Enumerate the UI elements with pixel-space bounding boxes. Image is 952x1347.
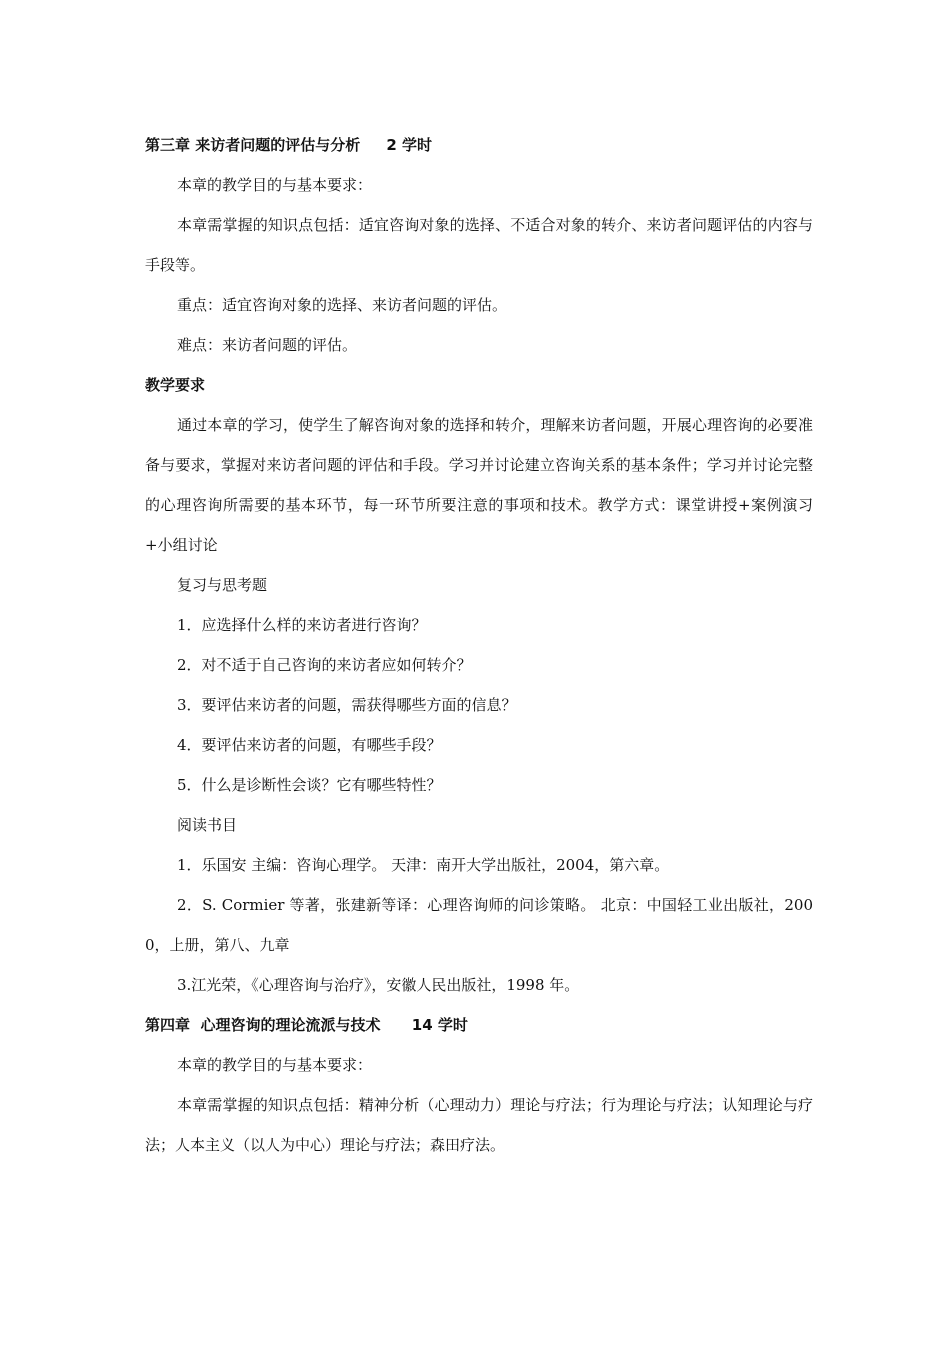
reading-item: 2．S. Cormier 等著，张建新等译：心理咨询师的问诊策略。 北京：中国轻工业出版社，2000，上册，第八、九章: [145, 896, 813, 954]
chapter4-heading: 第四章 心理咨询的理论流派与技术 14 学时: [145, 1016, 468, 1034]
chapter4-knowledge-points: 本章需掌握的知识点包括：精神分析（心理动力）理论与疗法；行为理论与疗法；认知理论与疗法；人本主义（以人为中心）理论与疗法；森田疗法。: [145, 1096, 813, 1154]
chapter3-heading: 第三章 来访者问题的评估与分析 2 学时: [145, 136, 432, 154]
review-questions-label: 复习与思考题: [177, 576, 268, 594]
teaching-requirements-text: 通过本章的学习，使学生了解咨询对象的选择和转介，理解来访者问题，开展心理咨询的必要准备与要求，掌握对来访者问题的评估和手段。学习并讨论建立咨询关系的基本条件；学习并讨论完整的心理咨询所需要的基本环节，每一环节所要注意的事项和技术。教学方式：课堂讲授+案例演习+小组讨论: [145, 416, 813, 554]
review-question: 3．要评估来访者的问题，需获得哪些方面的信息？: [177, 696, 517, 714]
chapter3-objectives-label: 本章的教学目的与基本要求：: [177, 176, 373, 194]
reading-item: 1．乐国安 主编：咨询心理学。 天津：南开大学出版社，2004，第六章。: [177, 856, 670, 874]
chapter3-difficult-points: 难点：来访者问题的评估。: [177, 336, 358, 354]
chapter3-key-points: 重点：适宜咨询对象的选择、来访者问题的评估。: [177, 296, 508, 314]
reading-list-label: 阅读书目: [177, 816, 238, 834]
page-content: [145, 125, 813, 1165]
review-question: 5．什么是诊断性会谈？它有哪些特性？: [177, 776, 442, 794]
chapter4-objectives-label: 本章的教学目的与基本要求：: [177, 1056, 373, 1074]
chapter3-knowledge-points: 本章需掌握的知识点包括：适宜咨询对象的选择、不适合对象的转介、来访者问题评估的内容与手段等。: [145, 216, 813, 274]
review-question: 1．应选择什么样的来访者进行咨询？: [177, 616, 427, 634]
teaching-requirements-heading: 教学要求: [145, 376, 206, 394]
review-question: 4．要评估来访者的问题，有哪些手段？: [177, 736, 442, 754]
review-question: 2．对不适于自己咨询的来访者应如何转介？: [177, 656, 472, 674]
reading-item: 3.江光荣，《心理咨询与治疗》，安徽人民出版社，1998 年。: [177, 976, 580, 994]
